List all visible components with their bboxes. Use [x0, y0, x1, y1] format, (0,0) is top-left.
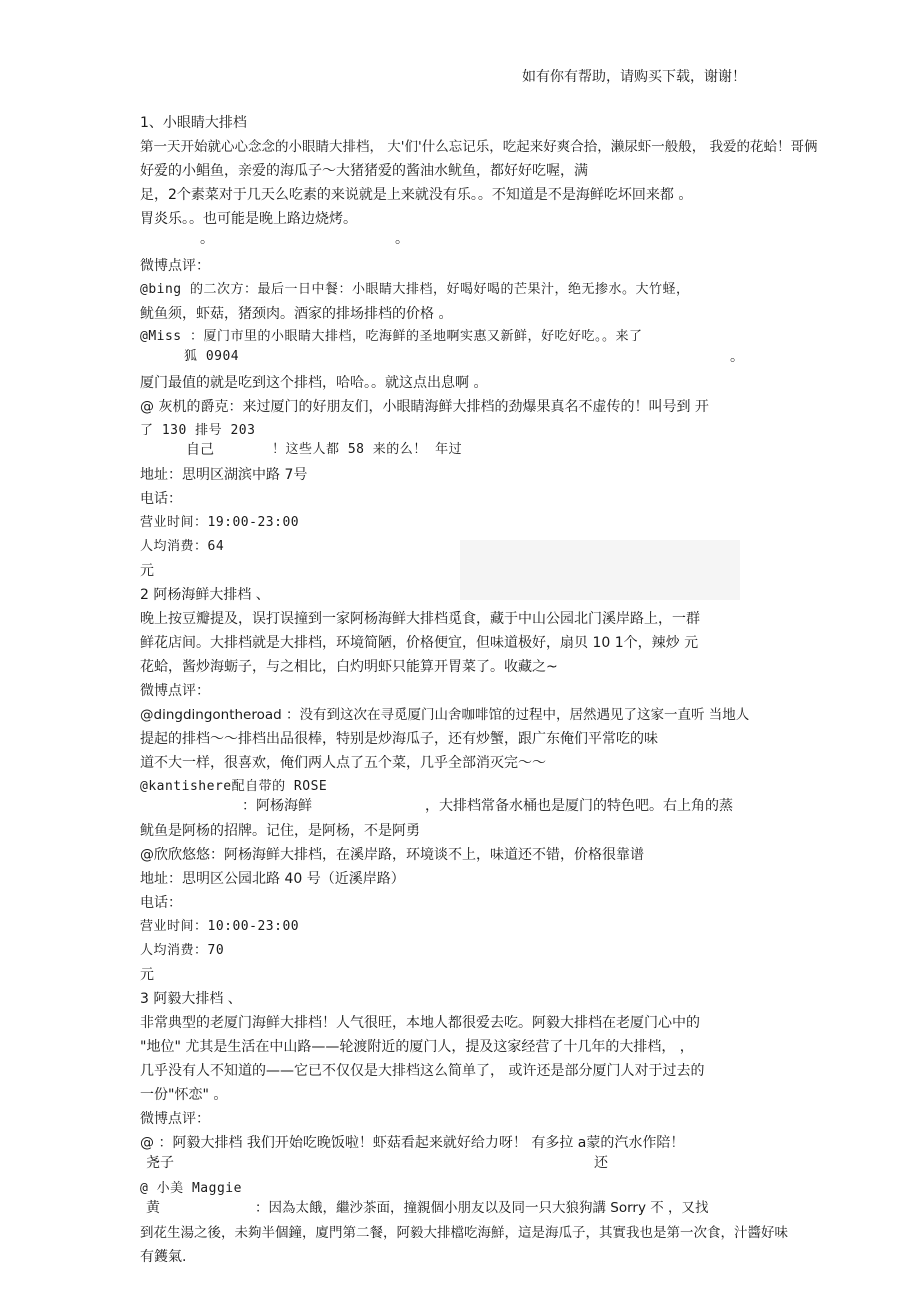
review-line: @kantishere配自带的 ROSE	[140, 779, 328, 794]
review-line: 厦门最值的就是吃到这个排档，哈哈。。就这点出息啊 。	[140, 375, 488, 391]
review-line: 狐 0904	[184, 349, 240, 364]
phone-line: 电话：	[140, 491, 182, 507]
review-line: 到花生湯之後，未夠半個鐘，廈門第二餐，阿毅大排檔吃海鮮，這是海瓜子，其實我也是第一次食，汁醬好味	[140, 1225, 788, 1241]
paragraph-line: 鲜花店间。大排档就是大排档，环境简陋，价格便宜，但味道极好，扇贝 10 1个，辣炒 元	[140, 635, 699, 651]
review-line: @ 灰机的爵克：来过厦门的好朋友们，小眼睛海鲜大排档的劲爆果真名不虚传的！叫号到 开	[140, 399, 709, 415]
review-line: ，大排档常备水桶也是厦门的特色吧。右上角的蒸	[425, 798, 733, 814]
review-line: ！这些人都 58 来的么！ 年过	[272, 442, 463, 457]
address-line: 地址：思明区公园北路 40 号（近溪岸路）	[140, 871, 405, 887]
phone-line: 电话：	[140, 895, 182, 911]
review-line: 了 130 排号 203	[140, 423, 256, 438]
review-line: @欣欣悠悠：阿杨海鲜大排档，在溪岸路，环境谈不上，味道还不错，价格很靠谱	[140, 847, 644, 863]
paragraph-line: 第一天开始就心心念念的小眼睛大排档， 大'们'什么忘记乐，吃起来好爽合拾，濑尿虾一般般， 我爱的花蛤！哥俩	[140, 139, 818, 155]
review-line: @bing 的二次方：最后一日中餐：小眼睛大排档，好喝好喝的芒果汁，绝无掺水。大竹蛏，	[140, 282, 690, 297]
currency-line: 元	[140, 563, 154, 579]
section-heading-2: 2 阿杨海鲜大排档 、	[140, 587, 270, 603]
punctuation-mark: 。	[200, 231, 214, 247]
section-heading-1: 1、小眼睛大排档	[140, 115, 247, 131]
section-heading-3: 3 阿毅大排档 、	[140, 991, 242, 1007]
currency-line: 元	[140, 967, 154, 983]
review-line: @dingdingontheroad ：没有到这次在寻觅厦门山舍咖啡馆的过程中，居然遇见了这家一直听 当地人	[140, 707, 750, 723]
watermark	[460, 540, 740, 600]
review-heading: 微博点评：	[140, 683, 210, 699]
hours-line: 营业时间：10:00-23:00	[140, 919, 300, 934]
review-line: ：阿杨海鲜	[242, 798, 312, 814]
review-line: @ 小美 Maggie	[140, 1181, 242, 1196]
avg-cost-line: 人均消费：70	[140, 943, 225, 958]
review-line: 道不大一样，很喜欢，俺们两人点了五个菜，几乎全部消灭完～～	[140, 755, 546, 771]
punctuation-mark: 。	[730, 349, 744, 365]
review-line: 尧子	[146, 1155, 174, 1171]
paragraph-line: 花蛤，酱炒海蛎子，与之相比，白灼明虾只能算开胃菜了。收藏之~	[140, 659, 558, 675]
paragraph-line: 晚上按豆瓣提及，误打误撞到一家阿杨海鲜大排档觅食，藏于中山公园北门溪岸路上，一群	[140, 611, 700, 627]
review-line: 鱿鱼须，虾菇，猪颈肉。酒家的排场排档的价格 。	[140, 306, 453, 322]
paragraph-line: 一份"怀恋" 。	[140, 1087, 228, 1103]
punctuation-mark: 。	[395, 231, 409, 247]
review-heading: 微博点评：	[140, 1111, 210, 1127]
review-line: @Miss ：厦门市里的小眼睛大排档，吃海鲜的圣地啊实惠又新鲜，好吃好吃。。来了	[140, 329, 643, 344]
avg-cost-line: 人均消费：64	[140, 539, 225, 554]
review-line: ：因為太餓，繼沙茶面，撞親個小朋友以及同一只大狼狗講 Sorry 不 ，又找	[255, 1200, 709, 1216]
review-line: 鱿鱼是阿杨的招牌。记住，是阿杨，不是阿勇	[140, 823, 420, 839]
paragraph-line: 好爱的小鲳鱼，亲爱的海瓜子～大猪猪爱的酱油水鱿鱼，都好好吃喔，满	[140, 163, 588, 179]
paragraph-line: "地位" 尤其是生活在中山路——轮渡附近的厦门人，提及这家经营了十几年的大排档， ，	[140, 1039, 694, 1055]
review-line: 提起的排档～～排档出品很棒，特别是炒海瓜子，还有炒蟹，跟广东俺们平常吃的味	[140, 731, 658, 747]
address-line: 地址：思明区湖滨中路 7号	[140, 467, 308, 483]
review-line: 自己	[186, 442, 214, 458]
paragraph-line: 几乎没有人不知道的——它已不仅仅是大排档这么简单了， 或许还是部分厦门人对于过去的	[140, 1063, 705, 1079]
hours-line: 营业时间：19:00-23:00	[140, 515, 300, 530]
review-line: 黄	[146, 1200, 160, 1216]
paragraph-line: 非常典型的老厦门海鲜大排档！人气很旺，本地人都很爱去吃。阿毅大排档在老厦门心中的	[140, 1015, 700, 1031]
paragraph-line: 足，2个素菜对于几天么吃素的来说就是上来就没有乐。。不知道是不是海鲜吃坏回来都 。	[140, 187, 693, 203]
review-line: 还	[594, 1155, 608, 1171]
review-heading: 微博点评：	[140, 258, 210, 274]
header-notice: 如有你有帮助，请购买下载，谢谢！	[522, 69, 746, 85]
review-line: @ ：阿毅大排档 我们开始吃晚饭啦！虾菇看起来就好给力呀！ 有多拉 a蒙的汽水作陪！	[140, 1135, 685, 1151]
paragraph-line: 胃炎乐。。也可能是晚上路边烧烤。	[140, 211, 357, 227]
review-line: 有鑊氣.	[140, 1249, 187, 1265]
